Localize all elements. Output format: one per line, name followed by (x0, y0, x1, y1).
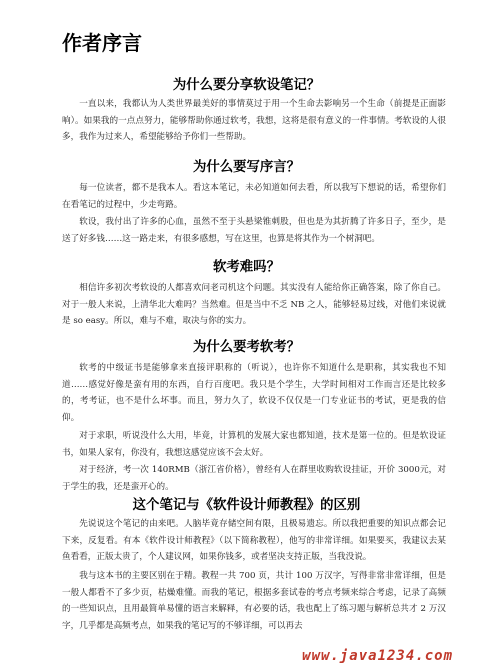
paragraph: 相信许多初次考软设的人都喜欢问老司机这个问题。其实没有人能给你正确答案，除了你自己。对于一般人来说，上清华北大难吗？当然难。但是当中不乏 NB 之人，能够轻易过线，对他们来说就是 so easy。所以，难与不难，取决与你的实力。 (62, 283, 446, 327)
paragraph: 软考的中级证书是能够拿来直接评职称的（听说），也许你不知道什么是职称，其实我也不知道……感觉好像是蛮有用的东西，自行百度吧。我只是个学生，大学时间相对工作而言还是比较多的，考考证，也不是什么坏事。而且，努力久了，软设不仅仅是一门专业证书的考试，更是我的信仰。 (62, 363, 446, 424)
paragraph: 软设，我付出了许多的心血，虽然不至于头悬梁锥刺股，但也是为其折腾了许多日子，至少，是送了好多钱……这一路走来，有很多感想，写在这里，也算是将其作为一个树洞吧。 (62, 217, 446, 244)
paragraph: 一直以来，我都认为人类世界最美好的事情莫过于用一个生命去影响另一个生命（前提是正面影响）。如果我的一点点努力，能够帮助你通过软考，我想，这将是很有意义的一件事情。考软设的人很多，我作为过来人，希望能够给予你们一些帮助。 (62, 99, 446, 143)
paragraph: 对于经济，考一次 140RMB（浙江省价格），曾经有人在群里收购软设挂证，开价 3000元，对于学生的我，还是蛮开心的。 (62, 465, 446, 492)
section-heading-difficulty: 软考难吗？ (213, 260, 280, 275)
paragraph: 我与这本书的主要区别在于精。教程一共 700 页，共计 100 万汉字，写得非常非常详细，但是一般人都看不了多少页，枯燥难懂。而我的笔记，根据多套试卷的考点考频来综合考虑，记录了高频的一些知识点，且用最简单易懂的语言来解释，有必要的话，我也配上了练习题与解析总共才 2 万汉字，几乎都是高频考点，如果我的笔记写的不够详细，可以再去 (62, 571, 446, 632)
paragraph: 对于求职，听说没什么大用，毕竟，计算机的发展大家也都知道，技术是第一位的。但是软设证书，如果人家有，你没有，我想这感觉应该不会太好。 (62, 431, 446, 458)
paragraph: 每一位读者，都不是我本人。看这本笔记，未必知道如何去看，所以我写下想说的话，希望你们在看笔记的过程中，少走弯路。 (62, 183, 446, 210)
site-watermark: www.java1234.com (302, 648, 453, 664)
section-heading-share-notes: 为什么要分享软设笔记？ (172, 78, 321, 93)
paragraph: 先说说这个笔记的由来吧。人脑毕竟存储空间有限，且极易遗忘。所以我把重要的知识点都会记下来，反复看。有本《软件设计师教程》（以下简称教程），他写的非常详细。如果要买，我建议去某鱼看看，正版太贵了，个人建议网，如果你钱多，或者坚决支持正版，当我没说。 (62, 519, 446, 563)
section-heading-why-exam: 为什么要考软考？ (192, 340, 301, 355)
section-heading-preface: 为什么要写序言？ (192, 160, 301, 175)
page-title: 作者序言 (62, 31, 142, 55)
section-heading-difference: 这个笔记与《软件设计师教程》的区别 (132, 498, 361, 513)
